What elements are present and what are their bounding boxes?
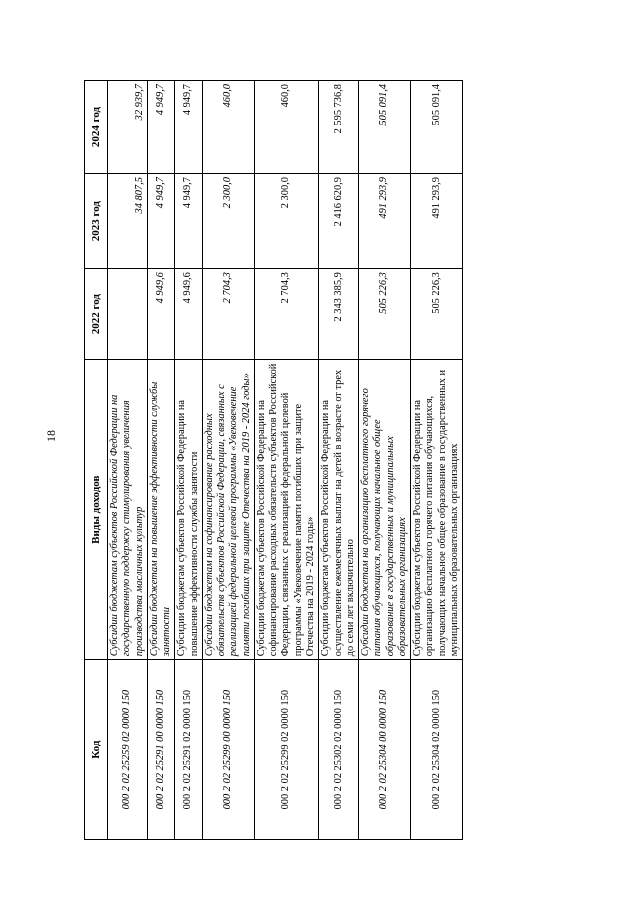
table-row: [175, 81, 203, 840]
table-row: [254, 81, 318, 840]
row-value-2022: 505 226,3: [411, 269, 463, 360]
header-2023: 2023 год: [85, 174, 108, 269]
row-code: 000 2 02 25299 02 0000 150: [254, 660, 318, 840]
row-value-2024: 505 091,4: [411, 81, 463, 174]
row-value-2022: 2 343 385,9: [319, 269, 359, 360]
row-income-type: Субсидии бюджетам субъектов Российской Федерации на повышение эффективности службы занятости: [175, 360, 203, 660]
row-code: 000 2 02 25291 02 0000 150: [175, 660, 203, 840]
row-value-2024: 2 595 736,8: [319, 81, 359, 174]
row-value-2023: 2 416 620,9: [319, 174, 359, 269]
row-income-type: Субсидии бюджетам субъектов Российской Федерации на софинансирование расходных обязательств субъектов Российской Федерации, связанных с реализацией федеральной целевой программы «Увековечение памяти погибших при защите Отечества на 2019 - 2024 годы»: [254, 360, 318, 660]
row-value-2022: 2 704,3: [254, 269, 318, 360]
row-value-2023: 4 949,7: [147, 174, 175, 269]
row-value-2022: 505 226,3: [359, 269, 411, 360]
row-income-type: Субсидии бюджетам субъектов Российской Федерации на организацию бесплатного горячего питания обучающихся, получающих начальное общее образование в государственных и муниципальных образовательных организациях: [411, 360, 463, 660]
row-code: 000 2 02 25304 00 0000 150: [359, 660, 411, 840]
table-header-row: [85, 81, 108, 840]
row-value-2022: 4 949,6: [147, 269, 175, 360]
row-value-2024: 4 949,7: [175, 81, 203, 174]
row-code: 000 2 02 25304 02 0000 150: [411, 660, 463, 840]
income-table: [84, 80, 463, 840]
row-code: 000 2 02 25291 00 0000 150: [147, 660, 175, 840]
row-income-type: Субсидии бюджетам на организацию бесплатного горячего питания обучающихся, получающих начальное общее образование в государственных и муниципальных образовательных организациях: [359, 360, 411, 660]
row-value-2023: 491 293,9: [411, 174, 463, 269]
row-income-type: Субсидии бюджетам на софинансирование расходных обязательств субъектов Российской Федерации, связанных с реализацией федеральной целевой программы «Увековечение памяти погибших при защите Отечества на 2019 - 2024 годы»: [202, 360, 254, 660]
row-value-2022: 4 949,6: [175, 269, 203, 360]
table-row: [319, 81, 359, 840]
header-code: Код: [85, 660, 108, 840]
row-value-2023: 2 300,0: [254, 174, 318, 269]
header-2024: 2024 год: [85, 81, 108, 174]
header-income-type: Виды доходов: [85, 360, 108, 660]
table-row: [147, 81, 175, 840]
row-value-2024: 460,0: [202, 81, 254, 174]
page-number: 18: [44, 430, 58, 442]
table-row: [359, 81, 411, 840]
header-2022: 2022 год: [85, 269, 108, 360]
row-income-type: Субсидии бюджетам на повышение эффективности службы занятости: [147, 360, 175, 660]
row-income-type: Субсидии бюджетам субъектов Российской Федерации на осуществление ежемесячных выплат на детей в возрасте от трех до семи лет включительно: [319, 360, 359, 660]
rotated-page-content: [84, 80, 544, 840]
row-code: 000 2 02 25299 00 0000 150: [202, 660, 254, 840]
row-value-2023: 34 807,5: [108, 174, 148, 269]
table-row: [411, 81, 463, 840]
row-code: 000 2 02 25259 02 0000 150: [108, 660, 148, 840]
row-value-2022: 2 704,3: [202, 269, 254, 360]
row-value-2024: 460,0: [254, 81, 318, 174]
row-value-2022: [108, 269, 148, 360]
row-value-2023: 491 293,9: [359, 174, 411, 269]
row-code: 000 2 02 25302 02 0000 150: [319, 660, 359, 840]
row-value-2023: 4 949,7: [175, 174, 203, 269]
row-value-2024: 4 949,7: [147, 81, 175, 174]
row-income-type: Субсидии бюджетам субъектов Российской Федерации на государственную поддержку стимулирования увеличения производства масличных культур: [108, 360, 148, 660]
row-value-2023: 2 300,0: [202, 174, 254, 269]
table-row: [108, 81, 148, 840]
table-row: [202, 81, 254, 840]
row-value-2024: 505 091,4: [359, 81, 411, 174]
row-value-2024: 32 939,7: [108, 81, 148, 174]
